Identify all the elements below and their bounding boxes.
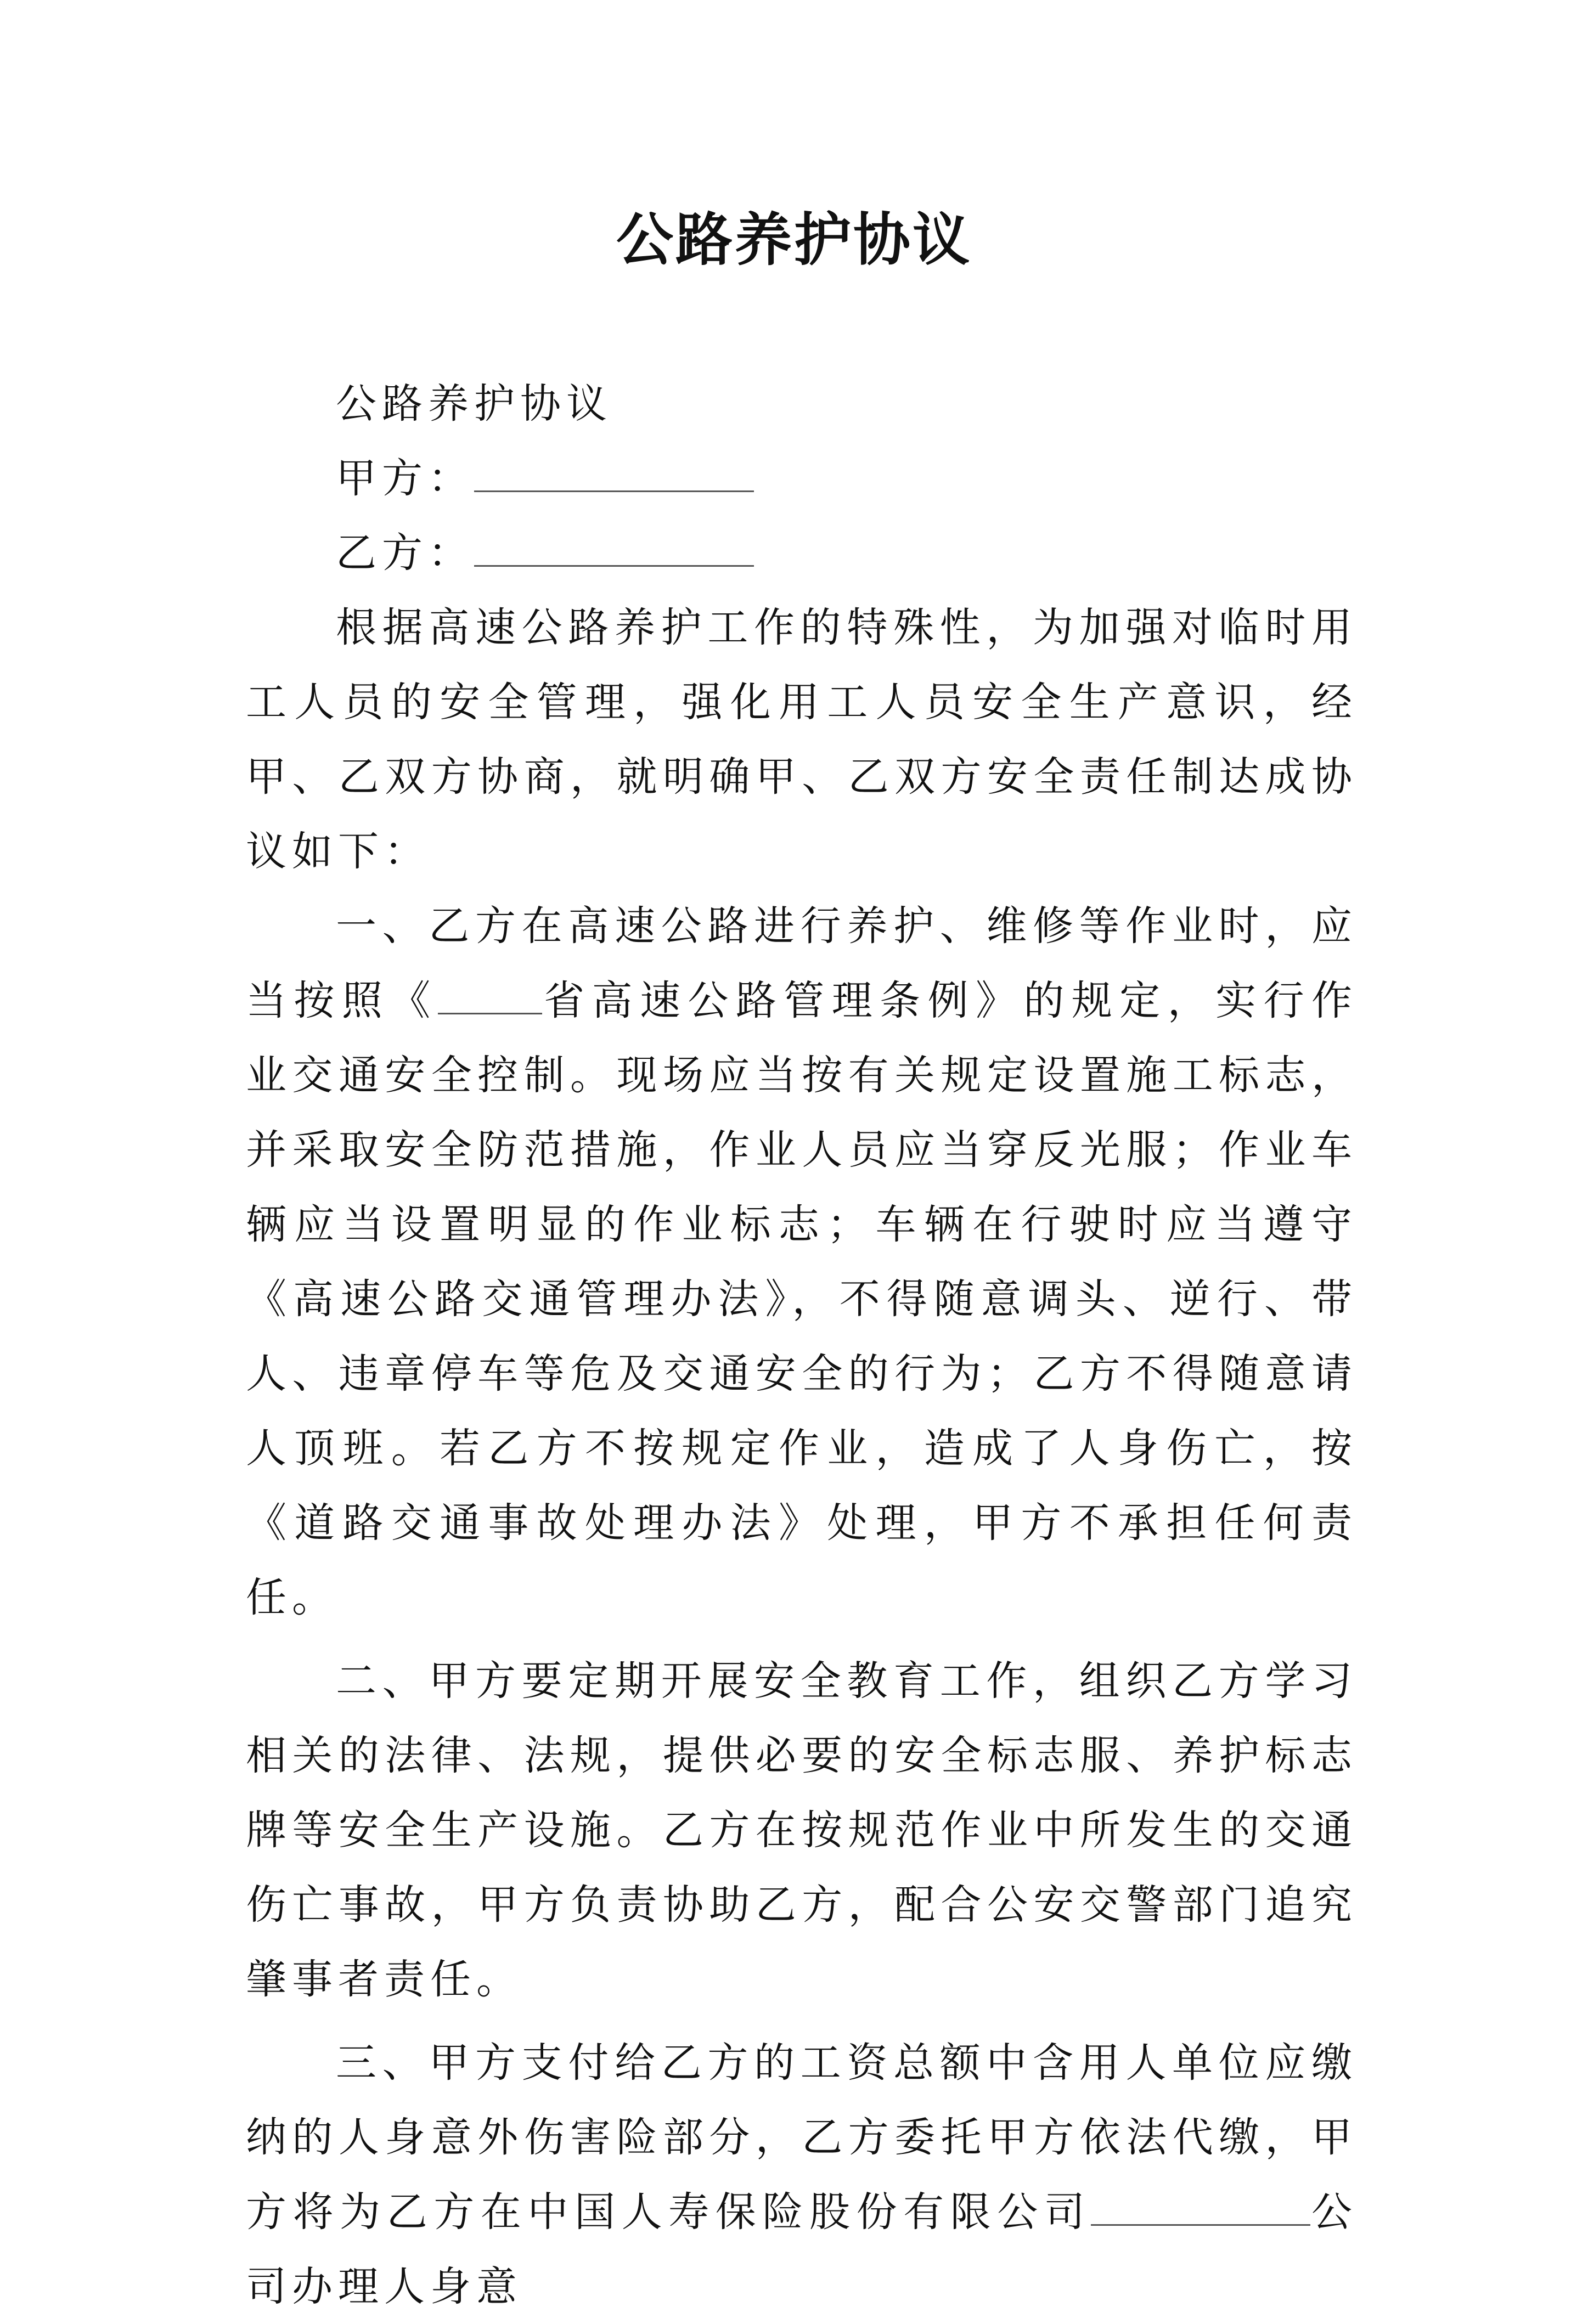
clause-2-paragraph: [246, 1644, 1358, 2017]
clause-1-paragraph: [246, 889, 1358, 1635]
clause-3-paragraph: [246, 2026, 1358, 2324]
party-b-label: 乙方：: [336, 529, 474, 577]
party-b-line: [246, 516, 1358, 590]
party-b-blank: [474, 532, 754, 567]
party-a-line: [246, 441, 1358, 516]
document-title: 公路养护协议: [616, 206, 972, 273]
clause-3-text-b: 公司办理人身意: [246, 2188, 1358, 2310]
province-blank: [438, 980, 542, 1014]
preamble-paragraph: [246, 590, 1358, 889]
branch-company-blank: [1091, 2191, 1310, 2226]
clause-3-text-a: 三、甲方支付给乙方的工资总额中含用人单位应缴纳的人身意外伤害险部分，乙方委托甲方依法代缴，甲方将为乙方在中国人寿保险股份有限公司: [246, 2039, 1358, 2236]
preamble-text: 根据高速公路养护工作的特殊性，为加强对临时用工人员的安全管理，强化用工人员安全生产意识，经甲、乙双方协商，就明确甲、乙双方安全责任制达成协议如下：: [246, 604, 1358, 875]
subtitle-line: [246, 366, 1358, 441]
document-body: [246, 366, 1358, 2324]
clause-2-text: 二、甲方要定期开展安全教育工作，组织乙方学习相关的法律、法规，提供必要的安全标志服、养护标志牌等安全生产设施。乙方在按规范作业中所发生的交通伤亡事故，甲方负责协助乙方，配合公安交警部门追究肇事者责任。: [246, 1657, 1358, 2003]
clause-1-text-b: 省高速公路管理条例》的规定，实行作业交通安全控制。现场应当按有关规定设置施工标志，并采取安全防范措施，作业人员应当穿反光服；作业车辆应当设置明显的作业标志；车辆在行驶时应当遵守《高速公路交通管理办法》，不得随意调头、逆行、带人、违章停车等危及交通安全的行为；乙方不得随意请人顶班。若乙方不按规定作业，造成了人身伤亡，按《道路交通事故处理办法》处理，甲方不承担任何责任。: [246, 977, 1358, 1621]
party-a-blank: [474, 458, 754, 492]
party-a-label: 甲方：: [336, 455, 474, 502]
subtitle-text: 公路养护协议: [336, 380, 612, 427]
clause-1-text-a: 一、乙方在高速公路进行养护、维修等作业时，应当按照《: [246, 902, 1358, 1024]
